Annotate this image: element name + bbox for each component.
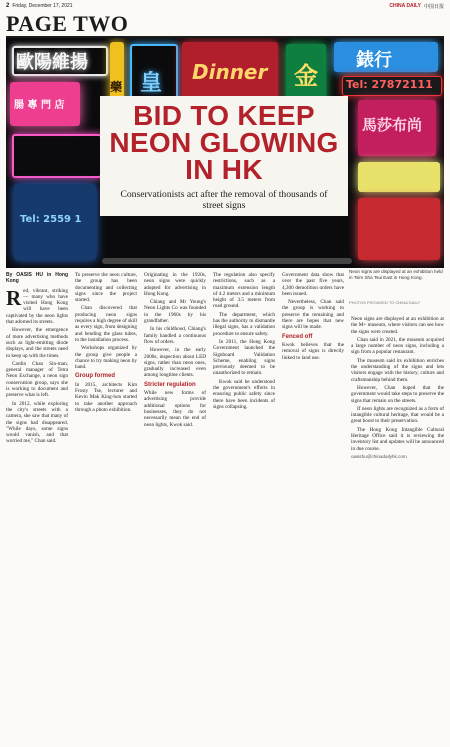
neon-sign-1: 歐陽維揚 bbox=[16, 52, 88, 73]
paragraph: Workshops organized by the group give people a chance to try making neon by hand. bbox=[75, 345, 137, 371]
dropcap: R bbox=[6, 285, 22, 310]
paragraph: However, Chan hoped that the government would take steps to preserve the signs that remain on the streets. bbox=[351, 384, 444, 404]
page-number: 2 bbox=[6, 3, 10, 9]
photo-credit: PHOTOS PROVIDED TO CHINA DAILY bbox=[349, 300, 421, 305]
paragraph: In 2012, while exploring the city's streets with a camera, she saw that many of the signs had disappeared. "While days, some signs would vanish, and that worried me," Chan said. bbox=[6, 400, 68, 445]
paragraph: Cardin Chan Sin-man, general manager of Tetra Neon Exchange, a neon sign conservation group, says she is working to document and preserve what is left. bbox=[6, 360, 68, 399]
paragraph: In 2011, the Hong Kong Government launched the Signboard Validation Scheme, enabling signs previously deemed to be unauthorized to remain. bbox=[213, 338, 275, 377]
paragraph: To preserve the neon culture, the group has been documenting and collecting signs since the project started. bbox=[75, 272, 137, 304]
column-6 bbox=[351, 316, 444, 741]
paragraph: In 2015, architects Kim Frosty Tse, lecturer and Kevin Mak King-hon started to take another approach through a photo exhibition. bbox=[75, 381, 137, 413]
byline: By OASIS HU in Hong Kong bbox=[6, 272, 68, 285]
neon-sign-6: 錶行 bbox=[356, 50, 392, 71]
paragraph: Originating in the 1920s, neon signs were quickly adopted for advertising in Hong Kong. bbox=[144, 272, 206, 297]
column-1 bbox=[6, 272, 68, 742]
column-5 bbox=[282, 272, 344, 742]
paragraph: Chiang and Mr Yeung's Neon Lights Co was founded in the 1960s by his grandfather. bbox=[144, 299, 206, 325]
neon-sign-7: Tel: 2559 1 bbox=[20, 214, 82, 225]
neon-sign-3: 馬莎布尚 bbox=[362, 116, 423, 134]
paragraph: If neon lights are recognized as a form of intangible cultural heritage, that would be a great boost to their preservation. bbox=[351, 405, 444, 425]
paragraph: However, the emergence of more advertising methods such as light-emitting diode displays, and the streets need to keep up with the times. bbox=[6, 327, 68, 359]
column-2 bbox=[75, 272, 137, 742]
author-email[interactable]: oasishu@chinadailyhk.com bbox=[351, 453, 407, 459]
headline: BID TO KEEP NEON GLOWING IN HK bbox=[109, 100, 339, 185]
article-columns bbox=[6, 272, 344, 742]
neon-sign-10: 皇 bbox=[140, 71, 163, 96]
paragraph: Kwok said he understood the government's efforts in ensuring public safety since there have been incidents of signs collapsing. bbox=[213, 378, 275, 410]
headline-block bbox=[100, 96, 348, 216]
paragraph: The regulation also specify restrictions, such as a maximum extension length of 4.2 meters and a minimum height of 3.5 meters from road ground. bbox=[213, 272, 275, 310]
paragraph: Chan discovered that producing neon signs requires a high degree of skill as every sign, from designing and bending the glass tubes, to the installation process. bbox=[75, 305, 137, 343]
subhead: Fenced off bbox=[282, 333, 313, 340]
paragraph: The museum said its exhibition enriches the understanding of the signs and lets visitors engage with the history, culture and craftsmanship behind them. bbox=[351, 357, 444, 383]
paragraph: Kwok believes that the removal of signs is directly linked to land use. bbox=[282, 341, 344, 361]
paragraph: Red, vibrant, striking — many who have visited Hong Kong will have been captivated by the neon lights that adorned its streets. bbox=[6, 285, 68, 326]
section-title: PAGE TWO bbox=[6, 11, 129, 36]
paragraph: Neon signs are displayed at an exhibition at the M+ museum, where visitors can see how the signs were created. bbox=[351, 316, 444, 335]
paragraph: Nevertheless, Chan said the group is working to preserve the remaining and there are hopes that new signs will be made. bbox=[282, 299, 344, 331]
neon-sign-4: Dinner bbox=[192, 60, 268, 84]
paragraph: However, in the early 2000s, inspection about LED signs, rather than neon ones, gradually increased even among longtime clients. bbox=[144, 347, 206, 379]
subhead: Stricter regulation bbox=[144, 381, 196, 388]
deck: Conservationists act after the removal of thousands of street signs bbox=[120, 189, 328, 211]
neon-sign-2: 腸 專 門 店 bbox=[14, 100, 65, 111]
paragraph: The department, which has the authority to dismantle illegal signs, has a validation procedure to ensure safety. bbox=[213, 311, 275, 337]
column-3 bbox=[144, 272, 206, 742]
paragraph: While new forms of advertising provide additional options for businesses, they do not necessarily mean the end of neon lights, Kwok said. bbox=[144, 390, 206, 428]
paper-name-cn: 中国日报 bbox=[423, 3, 444, 10]
photo-caption: Neon signs are displayed at an exhibition held in Tsim Sha Tsui East in Hong Kong. bbox=[349, 269, 443, 280]
paragraph: The Hong Kong Intangible Cultural Heritage Office said it is reviewing the inventory list and updates will be announced in due course. bbox=[351, 426, 444, 452]
neon-sign-8: 金 bbox=[294, 62, 318, 90]
paragraph: Chan said in 2021, the museum acquired a large number of neon signs, including a sign from a popular restaurant. bbox=[351, 336, 444, 356]
paragraph: Government data show that over the past five years, 4,300 demolition orders have been issued. bbox=[282, 272, 344, 297]
neon-sign-5: Tel: 27872111 bbox=[346, 78, 433, 91]
issue-date: Friday, December 17, 2021 bbox=[12, 3, 73, 9]
neon-sign-9: 藥 bbox=[110, 80, 123, 94]
column-4 bbox=[213, 272, 275, 742]
subhead: Group formed bbox=[75, 373, 115, 380]
paragraph: In his childhood, Chiang's family handled a continuous flow of orders. bbox=[144, 326, 206, 345]
paper-name: CHINA DAILY bbox=[389, 3, 421, 9]
